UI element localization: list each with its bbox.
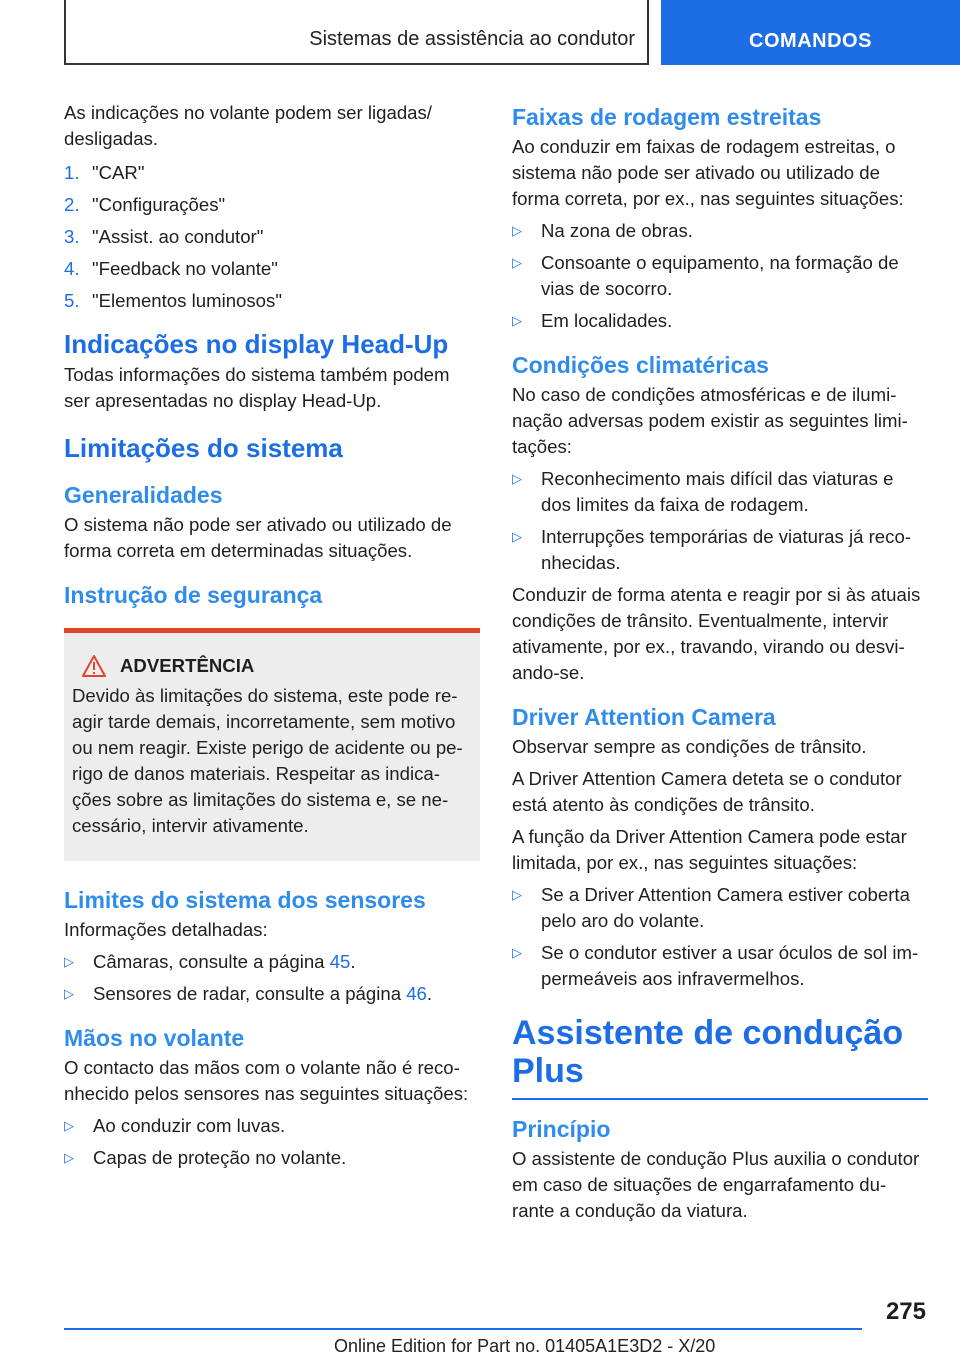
section-title: Sistemas de assistência ao condutor — [309, 28, 635, 50]
principle-text: O assistente de condução Plus auxilia o condutor em caso de situações de engarrafamento du- rante a condução da viatura. — [512, 1148, 920, 1221]
item-text: Câmaras, consulte a página — [93, 951, 330, 972]
list-item — [512, 466, 928, 518]
general-heading: Generalidades — [64, 482, 223, 508]
weather-note: Conduzir de forma atenta e reagir por si às atuais condições de trânsito. Eventualmente, intervir ativamente, por ex., travando, virando ou desvi- ando-se. — [512, 584, 921, 683]
item-end: . — [426, 983, 433, 1004]
list-item — [64, 288, 480, 314]
warning-box — [64, 628, 480, 861]
list-item — [64, 224, 480, 250]
safety-heading: Instrução de segurança — [64, 582, 323, 608]
chapter-tab — [661, 0, 960, 65]
bullet-triangle-icon: ▷ — [512, 887, 522, 902]
step-text: "Elementos luminosos" — [92, 290, 282, 311]
weather-list — [512, 466, 928, 576]
list-item — [512, 940, 928, 992]
list-item — [64, 192, 480, 218]
item-text: Capas de proteção no volante. — [93, 1147, 347, 1168]
item-text: Na zona de obras. — [541, 220, 693, 241]
camera-text-1: Observar sempre as condições de trânsito. — [512, 736, 867, 757]
bullet-triangle-icon: ▷ — [64, 954, 74, 969]
list-item — [64, 160, 480, 186]
list-item — [64, 1113, 480, 1139]
bullet-triangle-icon: ▷ — [512, 945, 522, 960]
list-item — [512, 250, 928, 302]
step-number: 1. — [64, 162, 80, 183]
warning-title-text: ADVERTÊNCIA — [120, 655, 255, 676]
camera-list — [512, 882, 928, 992]
right-column — [512, 100, 928, 1230]
hands-heading: Mãos no volante — [64, 1025, 245, 1051]
principle-heading: Princípio — [512, 1116, 611, 1142]
bullet-triangle-icon: ▷ — [512, 529, 522, 544]
step-text: "Configurações" — [92, 194, 226, 215]
item-text: Reconhecimento mais difícil das viaturas e dos limites da faixa de rodagem. — [541, 468, 894, 515]
item-end: . — [350, 951, 356, 972]
list-item — [512, 308, 928, 334]
page-link[interactable]: 46 — [406, 983, 427, 1004]
item-text: Ao conduzir com luvas. — [93, 1115, 286, 1136]
sensors-intro: Informações detalhadas: — [64, 919, 268, 940]
sensors-heading: Limites do sistema dos sensores — [64, 887, 426, 913]
step-text: "CAR" — [92, 162, 145, 183]
list-item — [64, 949, 480, 975]
warning-title — [82, 655, 472, 677]
item-text: Se o condutor estiver a usar óculos de sol im- permeáveis aos infravermelhos. — [541, 942, 919, 989]
list-item — [512, 218, 928, 244]
footer-rule — [64, 1328, 862, 1330]
step-number: 2. — [64, 194, 80, 215]
list-item — [512, 882, 928, 934]
hands-text: O contacto das mãos com o volante não é reco- nhecido pelos sensores nas seguintes situações: — [64, 1057, 469, 1104]
limits-heading: Limitações do sistema — [64, 433, 343, 463]
plus-heading: Assistente de condução Plus — [512, 1014, 904, 1090]
weather-text: No caso de condições atmosféricas e de ilumi- nação adversas podem existir as seguintes limi- tações: — [512, 384, 908, 457]
page-number: 275 — [885, 1298, 926, 1325]
step-number: 5. — [64, 290, 80, 311]
warning-text: Devido às limitações do sistema, este pode re- agir tarde demais, incorretamente, sem motivo ou nem reagir. Existe perigo de acidente ou pe- rigo de danos materiais. Respeitar as indica- ções sobre as limitações do sistema e, se ne- cessário, intervir ativamente. — [72, 685, 463, 836]
bullet-triangle-icon: ▷ — [512, 313, 522, 328]
bullet-triangle-icon: ▷ — [64, 1150, 74, 1165]
list-item — [512, 524, 928, 576]
header-box — [64, 0, 649, 65]
list-item — [64, 1145, 480, 1171]
hands-list — [64, 1113, 480, 1171]
step-text: "Feedback no volante" — [92, 258, 278, 279]
camera-text-3: A função da Driver Attention Camera pode estar limitada, por ex., nas seguintes situações: — [512, 826, 907, 873]
steps-list — [64, 160, 480, 314]
bullet-triangle-icon: ▷ — [512, 255, 522, 270]
narrow-text: Ao conduzir em faixas de rodagem estreitas, o sistema não pode ser ativado ou utilizado de forma correta, por ex., nas seguintes situações: — [512, 136, 904, 209]
item-text: Interrupções temporárias de viaturas já reco- nhecidas. — [541, 526, 911, 573]
bullet-triangle-icon: ▷ — [64, 1118, 74, 1133]
weather-heading: Condições climatéricas — [512, 352, 769, 378]
list-item — [64, 256, 480, 282]
hud-heading: Indicações no display Head-Up — [64, 329, 449, 359]
chapter-tab-label: COMANDOS — [749, 30, 872, 52]
item-text: Em localidades. — [541, 310, 673, 331]
bullet-triangle-icon: ▷ — [64, 986, 74, 1001]
warning-triangle-icon — [82, 655, 106, 677]
narrow-heading: Faixas de rodagem estreitas — [512, 104, 822, 130]
bullet-triangle-icon: ▷ — [512, 471, 522, 486]
step-number: 3. — [64, 226, 80, 247]
list-item — [64, 981, 480, 1007]
item-text: Se a Driver Attention Camera estiver coberta pelo aro do volante. — [541, 884, 910, 931]
heading-rule — [512, 1098, 928, 1100]
left-column — [64, 100, 480, 1177]
sensors-list — [64, 949, 480, 1007]
item-text: Sensores de radar, consulte a página — [93, 983, 407, 1004]
item-text: Consoante o equipamento, na formação de vias de socorro. — [541, 252, 899, 299]
narrow-list — [512, 218, 928, 334]
hud-text: Todas informações do sistema também podem ser apresentadas no display Head-Up. — [64, 364, 450, 411]
intro-text: As indicações no volante podem ser ligadas/ desligadas. — [64, 102, 432, 149]
page-link[interactable]: 45 — [329, 951, 351, 972]
step-number: 4. — [64, 258, 80, 279]
general-text: O sistema não pode ser ativado ou utilizado de forma correta em determinadas situações. — [64, 514, 452, 561]
edition-text: Online Edition for Part no. 01405A1E3D2 - X/20 — [334, 1336, 716, 1356]
camera-text-2: A Driver Attention Camera deteta se o condutor está atento às condições de trânsito. — [512, 768, 902, 815]
camera-heading: Driver Attention Camera — [512, 704, 776, 730]
step-text: "Assist. ao condutor" — [92, 226, 264, 247]
bullet-triangle-icon: ▷ — [512, 223, 522, 238]
